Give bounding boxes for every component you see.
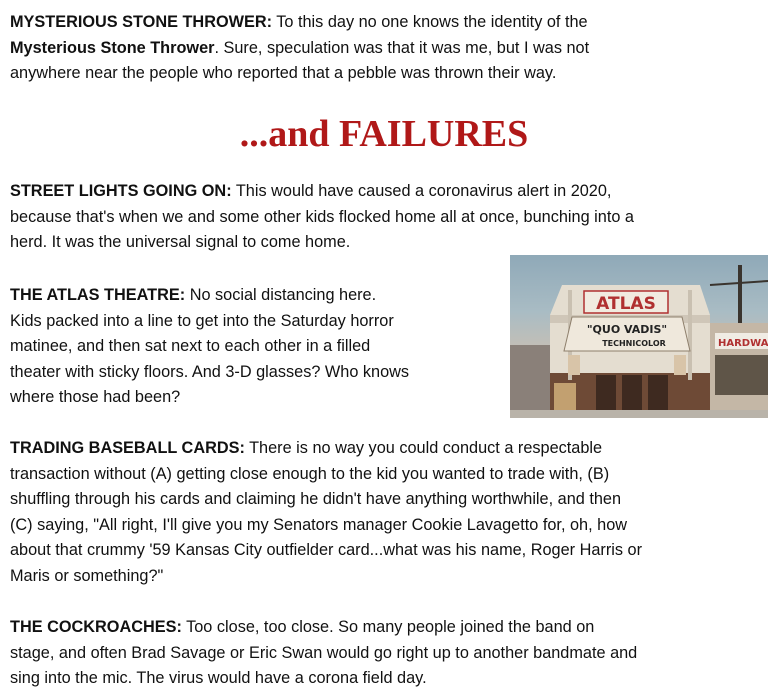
- paragraph-baseball-cards: TRADING BASEBALL CARDS: There is no way you could conduct a respectable transaction without (A) getting close enough to the kid you wanted to trade with, (B) shuffling through his cards and claiming he didn't have anything worthwhile, and then (C) saying, "All right, I'll give you my Senators manager Cookie Lavagetto for, oh, how about that crummy '59 Kansas City outfielder card...what was his name, Roger Harris or Maris or something?": [10, 439, 643, 585]
- paragraph-stone-thrower: MYSTERIOUS STONE THROWER: To this day no one knows the identity of the Mysterious Stone Thrower. Sure, speculation was that it was me, but I was not anywhere near the people who reported that a pebble was thrown their way.: [10, 13, 590, 82]
- marquee-title: "QUO VADIS": [586, 323, 668, 336]
- hardware-store-sign: HARDWA: [718, 338, 768, 349]
- bold-stone-thrower: Mysterious Stone Thrower: [10, 38, 215, 57]
- heading-stone-thrower: MYSTERIOUS STONE THROWER:: [10, 13, 273, 31]
- heading-atlas-theatre: THE ATLAS THEATRE:: [10, 286, 186, 304]
- section-heading: ...and FAILURES: [239, 113, 529, 155]
- paragraph-cockroaches: THE COCKROACHES: Too close, too close. So many people joined the band on stage, and often Brad Savage or Eric Swan would go right up to another bandmate and sing into the mic. The virus would have a corona field day.: [10, 618, 638, 687]
- heading-baseball-cards: TRADING BASEBALL CARDS:: [10, 439, 245, 457]
- paragraph-atlas-theatre: THE ATLAS THEATRE: No social distancing here. Kids packed into a line to get into the Saturday horror matinee, and then sat next to each other in a filled theater with sticky floors. And 3-D glasses? Who knows where those had been?: [10, 286, 410, 406]
- atlas-sign-text: ATLAS: [596, 294, 656, 314]
- heading-street-lights: STREET LIGHTS GOING ON:: [10, 182, 232, 200]
- heading-cockroaches: THE COCKROACHES:: [10, 618, 182, 636]
- atlas-theatre-photo: [510, 255, 768, 418]
- paragraph-street-lights: STREET LIGHTS GOING ON: This would have caused a coronavirus alert in 2020, because that's when we and some other kids flocked home all at once, bunching into a herd. It was the universal signal to come home.: [10, 182, 634, 251]
- marquee-subtitle: TECHNICOLOR: [602, 339, 666, 348]
